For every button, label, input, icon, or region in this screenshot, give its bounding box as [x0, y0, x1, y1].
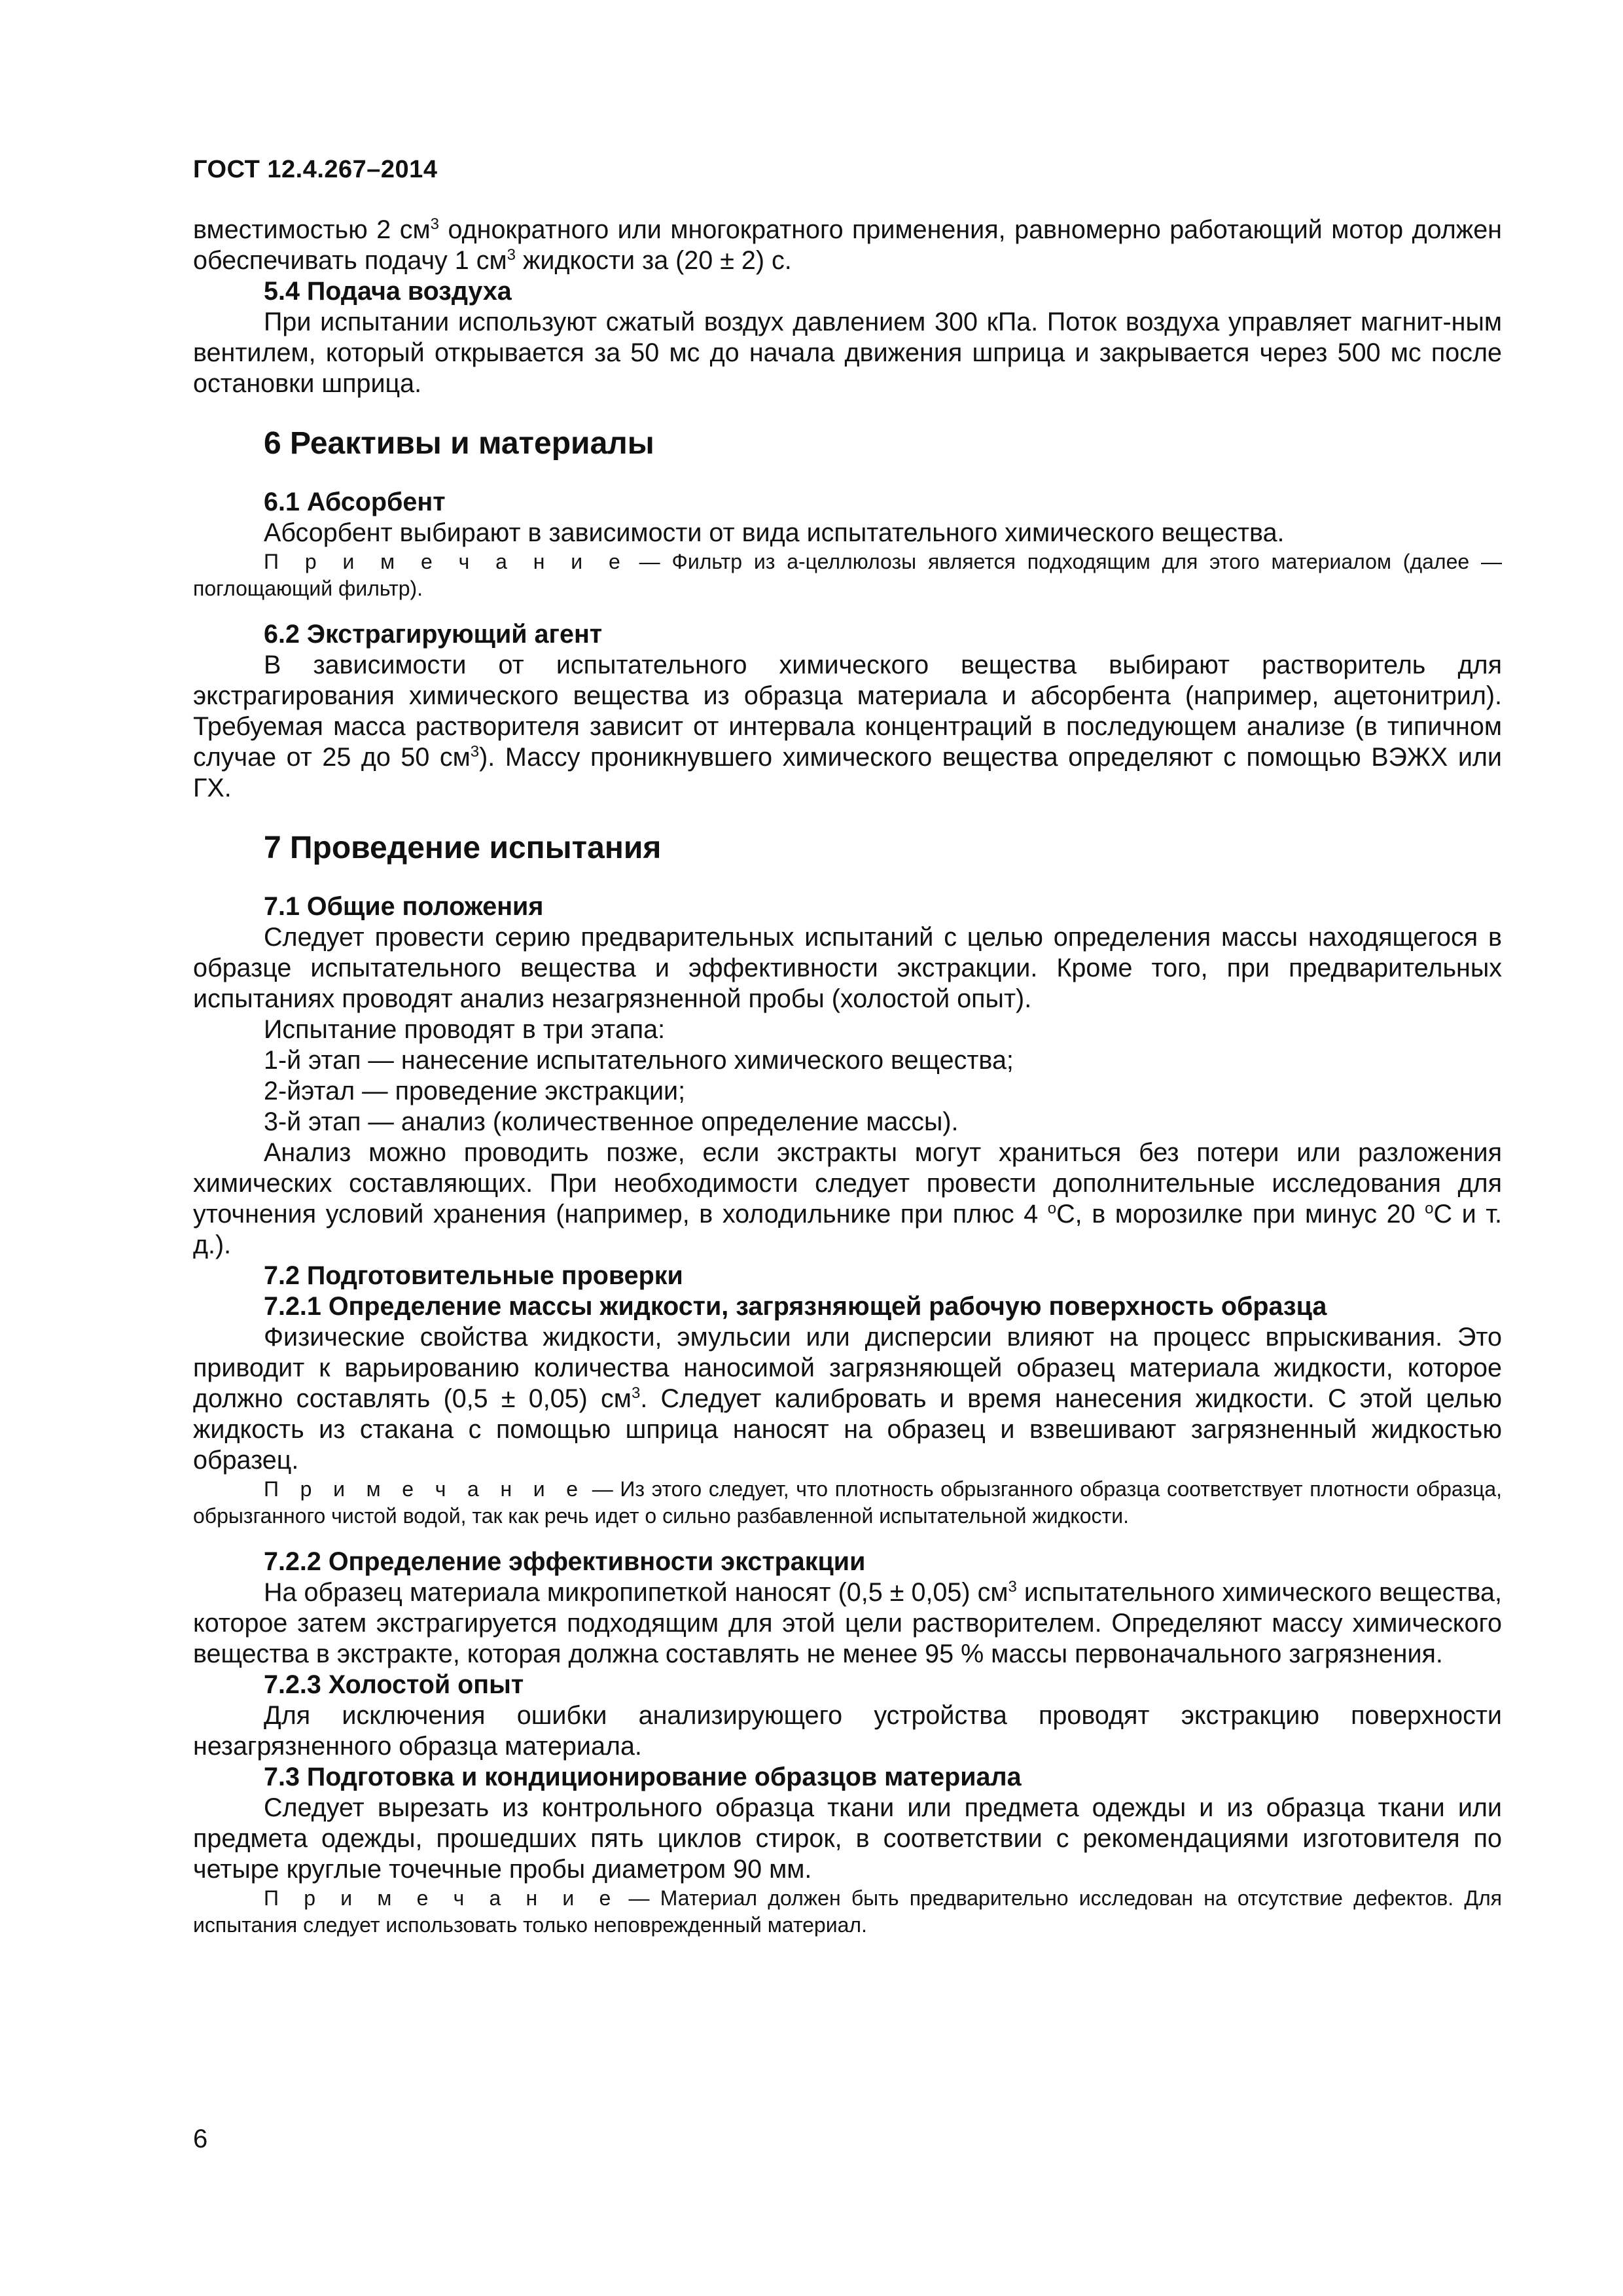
document-page [193, 0, 1502, 2296]
section-7-2-1-title: 7.2.1 Определение массы жидкости, загрязняющей рабочую поверхность образца [264, 1292, 1327, 1321]
section-7-1-title: 7.1 Общие положения [264, 892, 544, 921]
document-body [193, 215, 1502, 1939]
note-label: П р и м е ч а н и е [264, 550, 628, 573]
section-7-3-note: П р и м е ч а н и е — Материал должен быть предварительно исследован на отсутствие дефектов. Для испытания следует использовать только неповрежденный материал. [193, 1886, 1503, 1937]
section-6-1-note: П р и м е ч а н и е — Фильтр из a-целлюлозы является подходящим для этого материалом (далее — поглощающий фильтр). [193, 550, 1503, 600]
section-7-2-title: 7.2 Подготовительные проверки [264, 1261, 683, 1290]
note-label: П р и м е ч а н и е [264, 1477, 586, 1501]
superscript: 3 [1008, 1577, 1017, 1596]
superscript: 3 [631, 1384, 641, 1402]
section-7-3-title: 7.3 Подготовка и кондиционирование образцов материала [264, 1763, 1022, 1791]
section-7-2-2-title: 7.2.2 Определение эффективности экстракции [264, 1547, 866, 1576]
document-code-header: ГОСТ 12.4.267–2014 [193, 156, 438, 183]
note-label: П р и м е ч а н и е [264, 1886, 618, 1910]
degree-mark: о [1047, 1199, 1057, 1217]
section-7-2-1-note: П р и м е ч а н и е — Из этого следует, что плотность обрызганного образца соответствует плотности образца, обрызганного чистой водой, так как речь идет о сильно разбавленной испытательной жидкости. [193, 1477, 1503, 1528]
section-6-2-title: 6.2 Экстрагирующий агент [264, 620, 603, 649]
section-7-2-3-text: Для исключения ошибки анализирующего устройства проводят экстракцию поверхности незагрязненного образца материала. [193, 1701, 1502, 1761]
page-number: 6 [193, 2125, 208, 2153]
section-7-2-2-text: На образец материала микропипеткой наносят (0,5 ± 0,05) $см^3$ испытательного химического вещества, которое затем экстрагируется подходящим для этой цели растворителем. Определяют массу химического вещества в экстракте, которая должна составлять не менее 95 % массы первоначального загрязнения. [193, 1577, 1502, 1668]
degree-mark: о [1425, 1199, 1434, 1217]
section-6-2-text: В зависимости от испытательного химического вещества выбирают растворитель для экстрагирования химического вещества из образца материала и абсорбента (например, ацетонитрил). Требуемая масса растворителя зависит от интервала концентраций в последующем анализе (в типичном случае от 25 до 50 $см^3$). Массу проникнувшего химического вещества определяют с помощью ВЭЖХ или ГХ. [193, 651, 1502, 802]
section-7-2-3-title: 7.2.3 Холостой опыт [264, 1670, 524, 1699]
section-7-3-text: Следует вырезать из контрольного образца ткани или предмета одежды и из образца ткани или предмета одежды, прошедших пять циклов стирок, в соответствии с рекомендациями изготовителя по четыре круглые точечные пробы диаметром 90 мм. [193, 1793, 1502, 1884]
section-6-title: 6 Реактивы и материалы [264, 426, 654, 461]
section-6-1-title: 6.1 Абсорбент [264, 488, 446, 516]
continued-paragraph: вместимостью 2 $см^3$ однократного или многократного применения, равномерно работающий мотор должен обеспечивать подачу 1 $см^3$ жидкости за (20 ± 2) с. [193, 215, 1502, 275]
section-7-1-para-6: Анализ можно проводить позже, если экстракты могут храниться без потери или разложения химических составляющих. При необходимости следует провести дополнительные исследования для уточнения условий хранения (например, в холодильнике при плюс 4 $^о$С, в морозилке при минус 20 $^о$С и т. д.). [193, 1138, 1502, 1259]
section-7-1-para-1: Следует провести серию предварительных испытаний с целью определения массы находящегося в образце испытательного вещества и эффективности экстракции. Кроме того, при предварительных испытаниях проводят анализ незагрязненной пробы (холостой опыт). [193, 923, 1502, 1013]
superscript: 3 [470, 742, 480, 761]
section-7-1-para-2: Испытание проводят в три этапа: [264, 1015, 666, 1044]
section-7-2-1-text: Физические свойства жидкости, эмульсии или дисперсии влияют на процесс впрыскивания. Это приводит к варьированию количества наносимой загрязняющей образец материала жидкости, которое должно составлять (0,5 ± 0,05) $см^3$. Следует калибровать и время нанесения жидкости. С этой целью жидкость из стакана с помощью шприца наносят на образец и взвешивают загрязненный жидкостью образец. [193, 1323, 1502, 1475]
section-5-4-text: При испытании используют сжатый воздух давлением 300 кПа. Поток воздуха управляет магнит-ным вентилем, который открывается за 50 мс до начала движения шприца и закрывается через 500 мс после остановки шприца. [193, 308, 1502, 398]
superscript: 3 [430, 215, 439, 233]
section-7-1-stage-2: 2-йэтал — проведение экстракции; [264, 1077, 686, 1105]
superscript: 3 [507, 245, 516, 264]
section-5-4-title: 5.4 Подача воздуха [264, 277, 512, 306]
section-7-title: 7 Проведение испытания [264, 831, 662, 865]
section-7-1-stage-1: 1-й этап — нанесение испытательного химического вещества; [264, 1046, 1014, 1075]
section-6-1-text: Абсорбент выбирают в зависимости от вида испытательного химического вещества. [264, 518, 1285, 547]
section-7-1-stage-3: 3-й этап — анализ (количественное определение массы). [264, 1107, 959, 1136]
